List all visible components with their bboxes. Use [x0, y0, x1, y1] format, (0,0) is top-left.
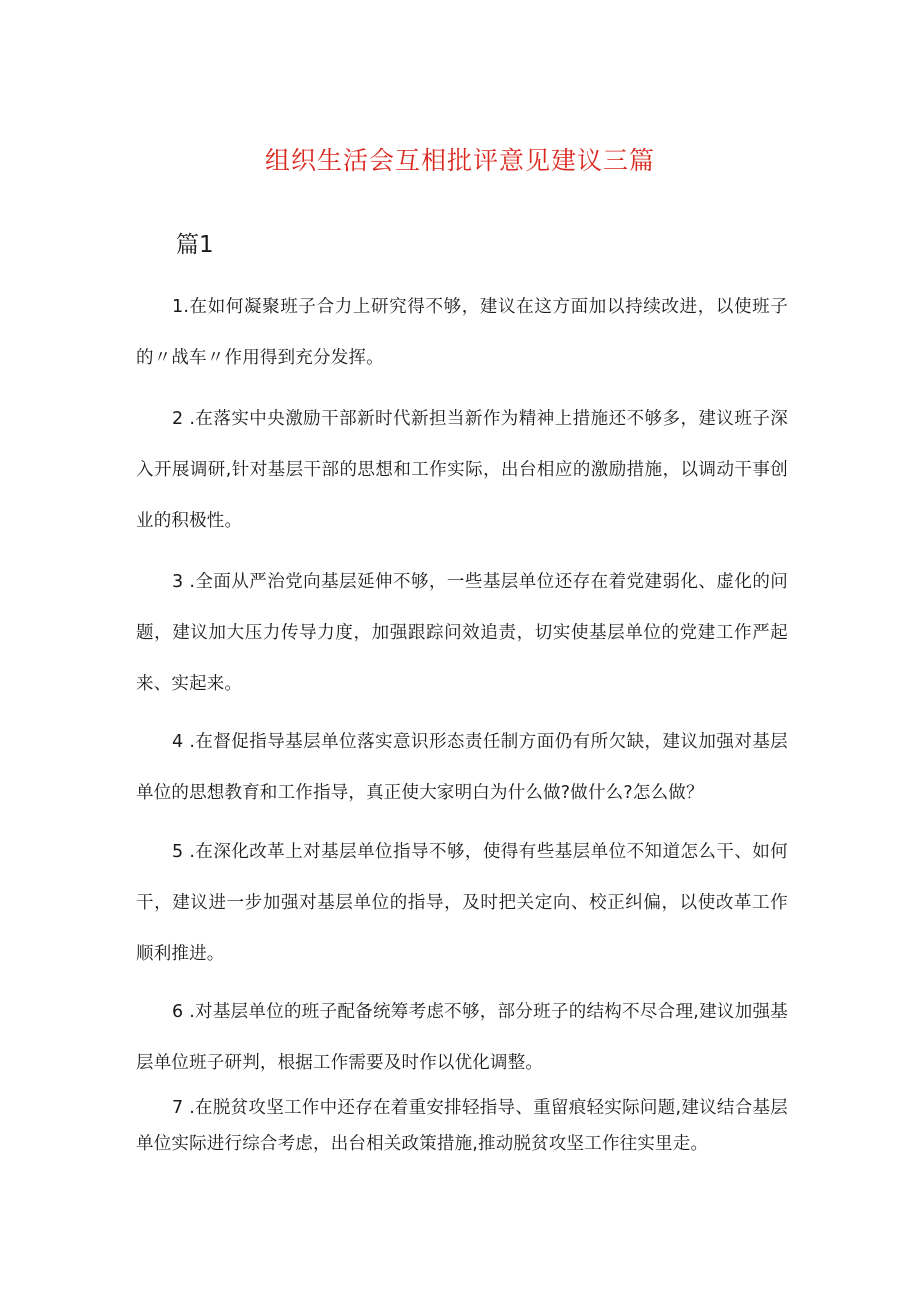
section-heading: 篇1	[176, 232, 214, 258]
paragraph-4: 4 .在督促指导基层单位落实意识形态责任制方面仍有所欠缺，建议加强对基层单位的思想教育和工作指导，真正使大家明白为什么做?做什么?怎么做？	[136, 732, 788, 803]
paragraph-1: 1.在如何凝聚班子合力上研究得不够，建议在这方面加以持续改进，以使班子的〃战车〃作用得到充分发挥。	[136, 297, 788, 368]
paragraph-6: 6 .对基层单位的班子配备统筹考虑不够，部分班子的结构不尽合理,建议加强基层单位班子研判，根据工作需要及时作以优化调整。	[136, 1002, 788, 1073]
document-title: 组织生活会互相批评意见建议三篇	[264, 146, 655, 175]
paragraph-3: 3 .全面从严治党向基层延伸不够，一些基层单位还存在着党建弱化、虚化的问题，建议加大压力传导力度，加强跟踪问效追责，切实使基层单位的党建工作严起来、实起来。	[136, 572, 788, 694]
paragraph-7: 7 .在脱贫攻坚工作中还存在着重安排轻指导、重留痕轻实际问题,建议结合基层单位实际进行综合考虑，出台相关政策措施,推动脱贫攻坚工作往实里走。	[136, 1098, 788, 1154]
paragraph-5: 5 .在深化改革上对基层单位指导不够，使得有些基层单位不知道怎么干、如何干，建议进一步加强对基层单位的指导，及时把关定向、校正纠偏，以使改革工作顺利推进。	[136, 842, 788, 964]
paragraph-2: 2 .在落实中央激励干部新时代新担当新作为精神上措施还不够多，建议班子深入开展调研,针对基层干部的思想和工作实际，出台相应的激励措施，以调动干事创业的积极性。	[136, 409, 788, 531]
